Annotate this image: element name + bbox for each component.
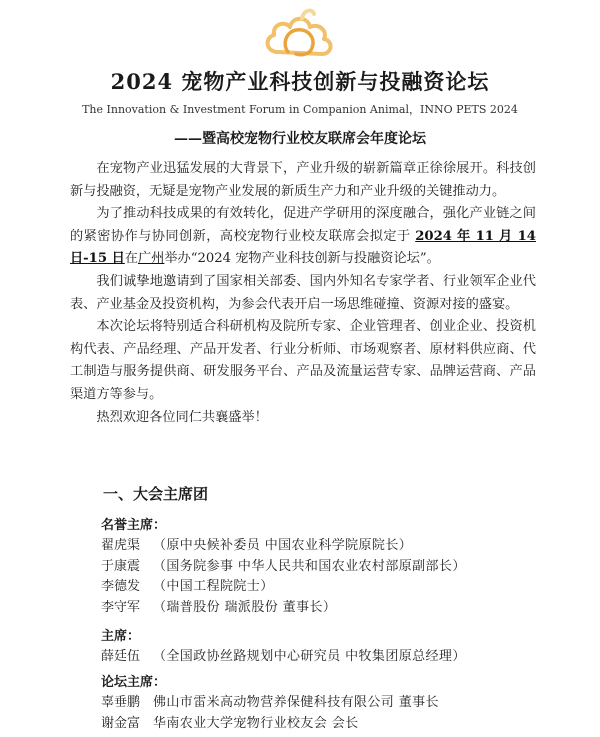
member-role: （瑞普股份 瑞派股份 董事长）: [153, 599, 337, 615]
member-role: （中国工程院院士）: [153, 579, 274, 595]
paw-cloud-logo: [258, 8, 342, 64]
intro-paragraph-4: 本次论坛将特别适合科研机构及院所专家、企业管理者、创业企业、投资机构代表、产品经理、产品开发者、行业分析师、市场观察者、原材料供应商、代工制造与服务提供商、研发服务平台、产品及流量运营专家、品牌运营商、产品渠道方等参与。: [70, 319, 536, 402]
p2-text-pre: 为了推动科技成果的有效转化，促进产学研用的深度融合，强化产业链之间的紧密协作与协同创新，高校宠物行业校友联席会拟定于: [70, 206, 536, 244]
member-row: [101, 557, 466, 578]
member-role: 佛山市雷米高动物营养保健科技有限公司 董事长: [153, 695, 439, 710]
chinese-subtitle: ——暨高校宠物行业校友联席会年度论坛: [174, 131, 426, 147]
member-name: 李守军: [101, 599, 141, 615]
honorary-chairs-label: 名誉主席：: [101, 518, 167, 533]
honorary-chairs: [101, 516, 466, 618]
member-role: （原中央候补委员 中国农业科学院原院长）: [153, 538, 413, 553]
member-name: 薛廷伍: [101, 649, 141, 664]
event-location: 广州: [137, 251, 165, 267]
intro-body: [70, 158, 536, 429]
page-title: 2024 宠物产业科技创新与投融资论坛: [110, 69, 490, 94]
member-role: 华南农业大学宠物行业校友会 会长: [153, 715, 359, 731]
forum-chairs: [101, 673, 439, 734]
member-row: [101, 647, 466, 668]
intro-paragraph-1: 在宠物产业迅猛发展的大背景下，产业升级的崭新篇章正徐徐展开。科技创新与投融资，无疑是宠物产业发展的新质生产力和产业升级的关键推动力。: [70, 161, 536, 199]
intro-paragraph-3: 我们诚挚地邀请到了国家相关部委、国内外知名专家学者、行业领军企业代表、产业基金及投资机构，为参会代表开启一场思维碰撞、资源对接的盛宴。: [70, 273, 536, 312]
forum-chairs-label: 论坛主席：: [101, 675, 167, 690]
member-role: （全国政协丝路规划中心研究员 中牧集团原总经理）: [153, 649, 466, 664]
member-row: [101, 536, 466, 557]
chair: [101, 627, 466, 668]
english-subtitle: The Innovation & Investment Forum in Companion Animal，INNO PETS 2024: [82, 103, 518, 116]
intro-paragraph-5: 热烈欢迎各位同仁共襄盛举！: [96, 409, 268, 425]
member-row: [101, 714, 439, 735]
member-row: [101, 577, 466, 598]
member-role: （国务院参事 中华人民共和国农业农村部原副部长）: [153, 558, 466, 574]
member-name: 翟虎渠: [101, 538, 141, 553]
member-name: 辜垂鹏: [101, 695, 141, 710]
chair-label: 主席：: [101, 629, 141, 644]
member-name: 谢金富: [101, 715, 141, 731]
section-heading: 一、大会主席团: [103, 485, 209, 503]
member-name: 李德发: [101, 579, 141, 595]
member-row: [101, 598, 466, 619]
event-date: 2024 年 11 月 14 日-15 日: [70, 228, 536, 267]
intro-paragraph-2: [70, 203, 536, 271]
member-name: 于康震: [101, 558, 141, 574]
p2-text-mid: 在: [124, 251, 138, 267]
p2-text-post: 举办“2024 宠物产业科技创新与投融资论坛”。: [164, 251, 440, 267]
member-row: [101, 693, 439, 714]
